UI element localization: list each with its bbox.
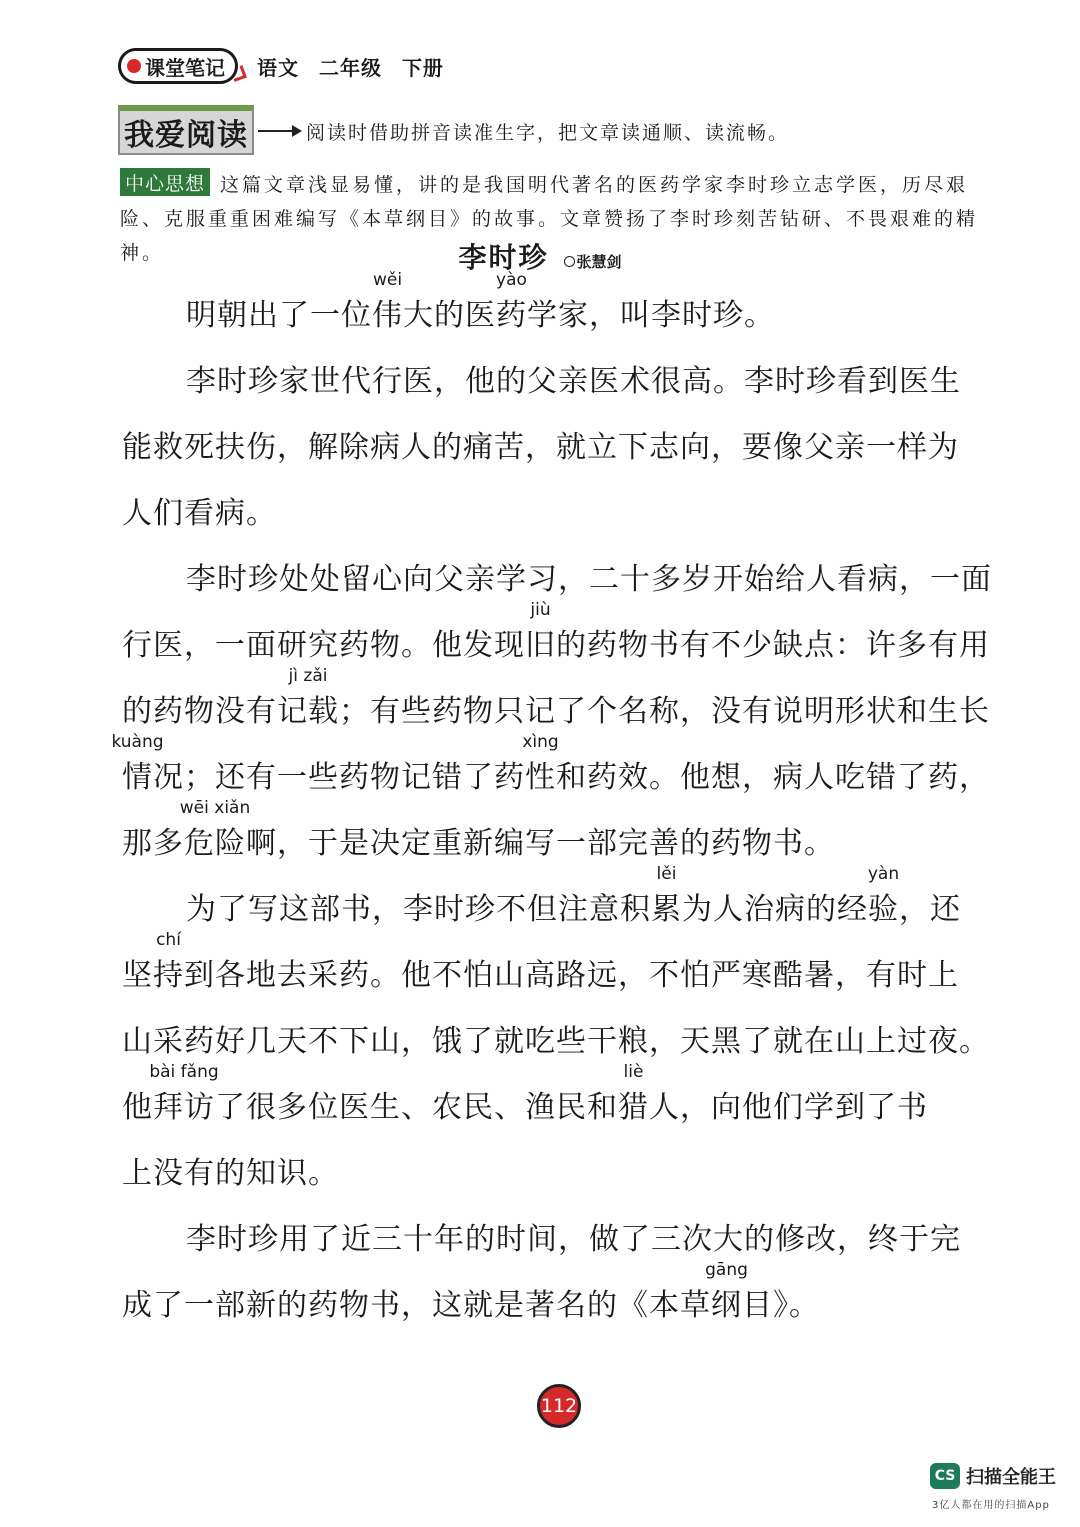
text-segment: 目》。 [742, 1288, 820, 1323]
text-segment: 成了一部新的药物书，这就是著名的《本草 [122, 1288, 711, 1323]
text-segment: 山采药好几天不下山，饿了就吃些干粮，天黑了就在山上过夜。 [122, 1024, 990, 1059]
story-line [186, 270, 775, 336]
story-line [122, 494, 277, 534]
pinyin-annotation: jiù [530, 600, 551, 620]
scanner-app-name: 扫描全能王 [966, 1467, 1056, 1488]
annotated-word [179, 798, 251, 864]
story-line [186, 560, 992, 600]
story-line [122, 600, 990, 666]
annotated-word [111, 732, 164, 798]
pinyin-annotation: chí [156, 930, 181, 950]
annotated-word [705, 1260, 748, 1326]
text-segment: ，还 [899, 892, 961, 927]
text-segment: 为人治病的经 [682, 892, 868, 927]
text-segment: 行医，一面研究药物。他发现 [122, 628, 525, 663]
text-segment: 上没有的知识。 [122, 1156, 339, 1191]
text-segment: 和药效。他想，病人吃错了药， [556, 760, 990, 795]
pinyin-annotation: liè [623, 1062, 644, 1082]
pinyin-annotation: lěi [656, 864, 677, 884]
annotated-word [525, 600, 556, 666]
story-line [186, 1220, 961, 1260]
annotated-word [149, 1062, 219, 1128]
annotated-char: 旧 [525, 628, 556, 663]
text-segment: 能救死扶伤，解除病人的痛苦，就立下志向，要像父亲一样为 [122, 430, 959, 465]
pinyin-annotation: wēi xiǎn [179, 798, 251, 818]
text-segment: 学家，叫李时珍。 [527, 298, 775, 333]
subject-label: 语文 [257, 55, 299, 80]
story-line [122, 1154, 339, 1194]
reading-tip: 阅读时借助拼音读准生字，把文章读通顺、读流畅。 [306, 122, 790, 144]
annotated-char: 累 [651, 892, 682, 927]
volume-label: 下册 [401, 55, 444, 80]
pinyin-annotation: yàn [867, 864, 900, 884]
pinyin-annotation: wěi [372, 270, 403, 290]
annotated-word [372, 270, 403, 336]
annotated-char: 验 [868, 892, 899, 927]
annotated-char: 持 [153, 958, 184, 993]
central-idea-text: 这篇文章浅显易懂，讲的是我国明代著名的医药学家李时珍立志学医，历尽艰险、克服重重困难编写《本草纲目》的故事。文章赞扬了李时珍刻苦钻研、不畏艰难的精神。 [120, 174, 979, 264]
annotated-char: 猎 [618, 1090, 649, 1125]
scanner-logo-icon: CS [930, 1463, 960, 1489]
pinyin-annotation: kuàng [111, 732, 164, 752]
section-title: 我爱阅读 [118, 105, 254, 155]
text-segment: ；有些药物只记了个名称，没有说明形状和生长 [339, 694, 990, 729]
story-line [111, 732, 990, 798]
pinyin-annotation: xìng [522, 732, 559, 752]
author-circle-icon [564, 256, 575, 267]
arrow-head-icon [292, 125, 302, 137]
text-segment: 坚 [122, 958, 153, 993]
annotated-word [618, 1062, 649, 1128]
annotated-char: 拜访 [153, 1090, 215, 1125]
story-line [122, 1260, 820, 1326]
annotated-char: 记载 [277, 694, 339, 729]
annotated-char: 情 [122, 760, 153, 795]
story-title-row [0, 236, 1080, 276]
story-line [122, 1062, 928, 1128]
pinyin-annotation: jì zǎi [288, 666, 328, 686]
brand-badge [118, 48, 238, 84]
annotated-char: 伟 [372, 298, 403, 333]
pinyin-annotation: yào [496, 270, 527, 290]
text-segment: 明朝出了一位 [186, 298, 372, 333]
pinyin-annotation: gāng [705, 1260, 748, 1280]
story-line [122, 428, 959, 468]
annotated-word [651, 864, 682, 930]
story-title: 李时珍 [458, 241, 549, 274]
central-idea-label: 中心思想 [120, 168, 210, 196]
grade-label: 二年级 [318, 55, 382, 80]
book-meta [257, 52, 456, 81]
annotated-word [867, 864, 900, 930]
text-segment: 的药物没有 [122, 694, 277, 729]
annotated-word [496, 270, 527, 336]
red-dot-icon [127, 59, 141, 73]
text-segment: 啊，于是决定重新编写一部完善的药物书。 [246, 826, 835, 861]
story-line [122, 930, 959, 996]
text-segment: 李时珍用了近三十年的时间，做了三次大的修改，终于完 [186, 1222, 961, 1257]
annotated-char: 纲 [711, 1288, 742, 1323]
story-line [186, 864, 961, 930]
annotated-word [277, 666, 339, 732]
brand-label: 课堂笔记 [145, 55, 225, 80]
story-author [564, 253, 622, 271]
page-header [118, 48, 456, 84]
page-number: 112 [537, 1384, 581, 1428]
scanner-slogan: 3亿人都在用的扫描App [932, 1500, 1050, 1511]
text-segment: 人，向他们学到了书 [649, 1090, 928, 1125]
story-line [122, 666, 990, 732]
text-segment: 为了写这部书，李时珍不但注意积 [186, 892, 651, 927]
pinyin-annotation: bài fǎng [149, 1062, 219, 1082]
text-segment: 李时珍家世代行医，他的父亲医术很高。李时珍看到医生 [186, 364, 961, 399]
story-line [122, 798, 835, 864]
annotated-char: 性 [525, 760, 556, 795]
text-segment: 到各地去采药。他不怕山高路远，不怕严寒酷暑，有时上 [184, 958, 959, 993]
story-line [122, 1022, 990, 1062]
annotated-word [153, 930, 184, 996]
text-segment: 了很多位医生、农民、渔民和 [215, 1090, 618, 1125]
annotated-char: 危险 [184, 826, 246, 861]
text-segment: 况；还有一些药物记错了药 [153, 760, 525, 795]
annotated-char: 药 [496, 298, 527, 333]
text-segment: 人们看病。 [122, 496, 277, 531]
text-segment: 李时珍处处留心向父亲学习，二十多岁开始给人看病，一面 [186, 562, 992, 597]
text-segment: 那多 [122, 826, 184, 861]
story-line [186, 362, 961, 402]
author-name: 张慧剑 [576, 253, 622, 271]
annotated-word [522, 732, 559, 798]
text-segment: 大的医 [403, 298, 496, 333]
text-segment: 他 [122, 1090, 153, 1125]
text-segment: 的药物书有不少缺点：许多有用 [556, 628, 990, 663]
